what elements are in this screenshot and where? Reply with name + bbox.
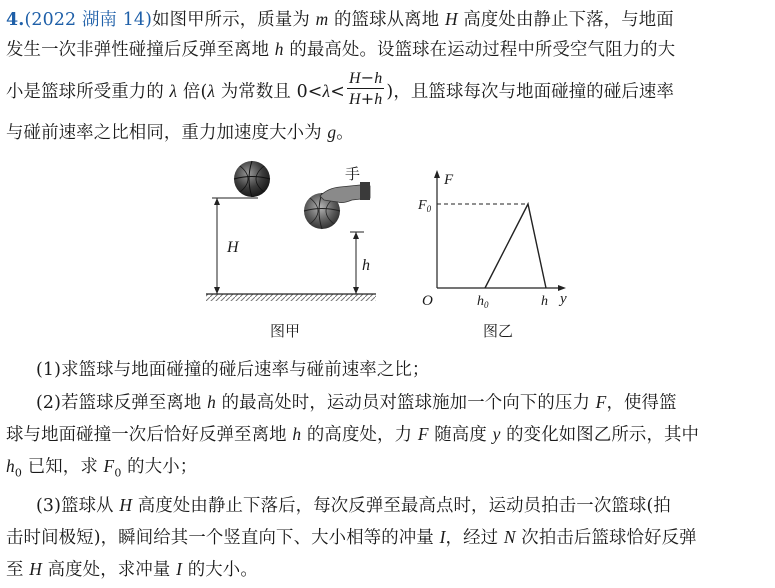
question-2-line-1: (2)若篮球反弹至离地 h 的最高处时，运动员对篮球施加一个向下的压力 F，使得篮 <box>36 392 677 413</box>
force-curve <box>485 204 546 288</box>
ground <box>206 294 376 301</box>
lambda-fraction: $\frac{H-h}{H+h}$ <box>348 68 383 108</box>
h-label: h <box>362 257 370 274</box>
problem-source: (2022 湖南 14) <box>24 10 153 30</box>
hand-label: 手 <box>345 167 361 183</box>
figure-jia <box>200 152 380 332</box>
problem-line-3: 小是篮球所受重力的 λ 倍(λ 为常数且 0<λ< $\frac{H-h}{H+h}$ )，且篮球每次与地面碰撞的碰后速率 <box>6 68 674 108</box>
question-1: (1)求篮球与地面碰撞的碰后速率与碰前速率之比； <box>36 360 430 380</box>
F-axis-label: F <box>444 172 454 188</box>
origin-label: O <box>422 293 433 309</box>
h-tick-label: h <box>541 294 548 309</box>
problem-number: 4. <box>6 10 25 30</box>
H-label: H <box>227 239 239 256</box>
problem-line-4: 与碰前速率之比相同，重力加速度大小为 g。 <box>6 122 354 143</box>
question-2-line-2: 球与地面碰撞一次后恰好反弹至离地 h 的高度处，力 F 随高度 y 的变化如图乙所示，其中 <box>6 424 700 445</box>
y-axis-label: y <box>560 291 567 307</box>
h0-label: $h_0$ <box>477 294 489 310</box>
basketball-top <box>234 161 270 197</box>
figure-jia-caption: 图甲 <box>270 322 301 340</box>
question-2-line-3: $h_0$ 已知，求 $F_0$ 的大小； <box>6 456 198 480</box>
problem-line-2: 发生一次非弹性碰撞后反弹至离地 h 的最高处。设篮球在运动过程中所受空气阻力的大 <box>6 39 676 60</box>
hand-with-ball <box>304 182 370 229</box>
question-3-line-2: 击时间极短)，瞬间给其一个竖直向下、大小相等的冲量 I，经过 N 次拍击后篮球恰好反弹 <box>6 527 697 548</box>
figure-yi-caption: 图乙 <box>483 322 514 340</box>
figure-yi <box>420 162 580 312</box>
problem-line-1: 4.(2022 湖南 14)如图甲所示，质量为 m 的篮球从离地 H 高度处由静止下落，与地面 <box>6 9 674 30</box>
question-3-line-3: 至 H 高度处，求冲量 I 的大小。 <box>6 559 258 580</box>
question-3-line-1: (3)篮球从 H 高度处由静止下落后，每次反弹至最高点时，运动员拍击一次篮球(拍 <box>36 495 671 516</box>
F0-label: $F_0$ <box>418 198 432 214</box>
